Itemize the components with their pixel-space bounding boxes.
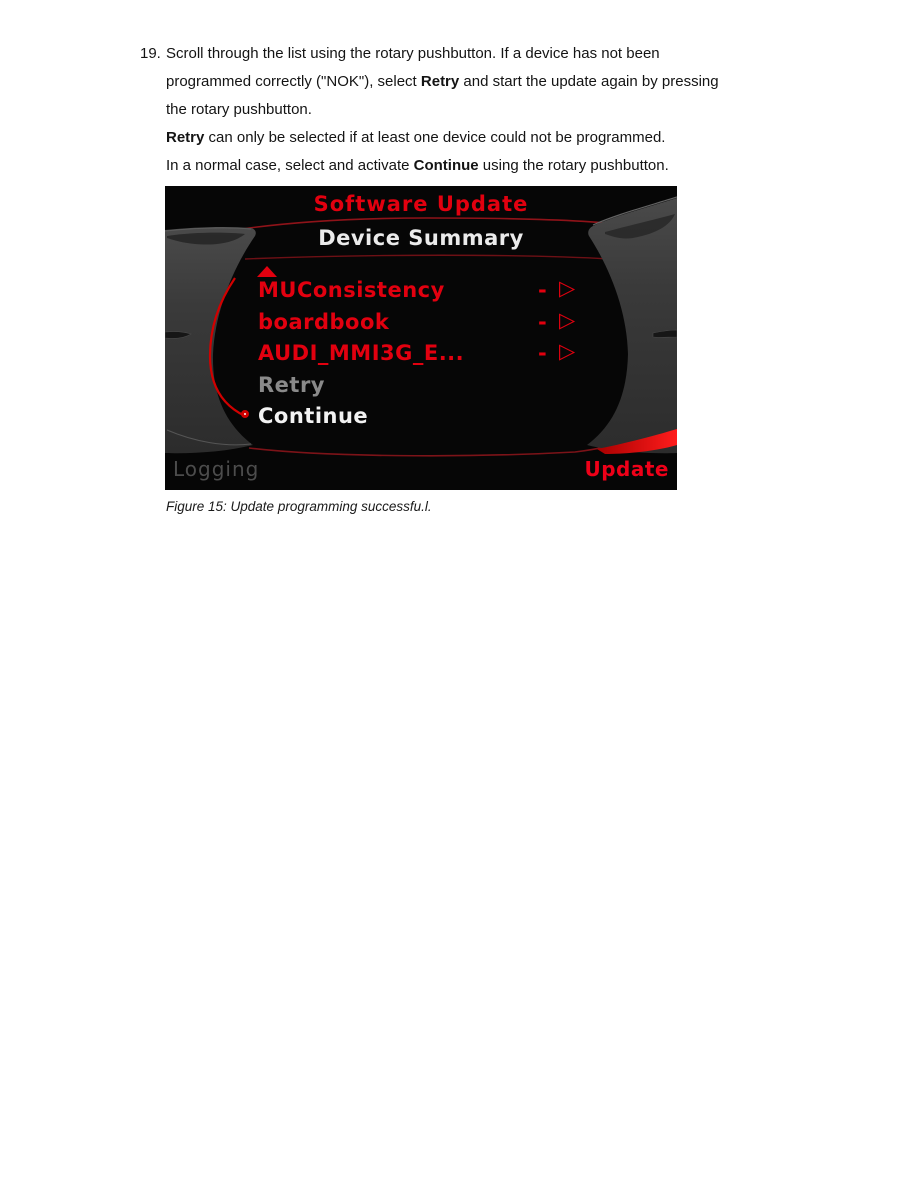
instruction-line: In a normal case, select and activate Continue using the rotary pushbutton.	[166, 157, 669, 174]
header-divider-line	[245, 255, 610, 259]
device-status: -	[538, 341, 548, 365]
scroll-up-icon	[257, 266, 277, 277]
device-status: -	[538, 278, 548, 302]
instruction-line: programmed correctly ("NOK"), select Retry and start the update again by pressing	[166, 73, 719, 90]
figure-caption: Figure 15: Update programming successfu.l.	[166, 499, 432, 514]
instruction-line: the rotary pushbutton.	[166, 101, 312, 118]
instruction-line: 19. Scroll through the list using the rotary pushbutton. If a device has not been	[140, 40, 800, 68]
device-name: AUDI_MMI3G_E...	[258, 341, 465, 365]
instruction-text	[140, 40, 800, 180]
softkey-update: Update	[584, 457, 669, 481]
right-arrow-icon: ▷	[559, 339, 576, 363]
mmi-screen-title: Software Update	[313, 192, 529, 216]
instruction-line: Retry can only be selected if at least one device could not be programmed.	[166, 129, 666, 146]
menu-item-retry	[258, 373, 588, 399]
right-arrow-icon: ▷	[559, 276, 576, 300]
device-name: boardbook	[258, 310, 390, 334]
device-row-audi-mmi3g	[258, 341, 588, 367]
menu-item-label: Retry	[258, 373, 325, 397]
menu-item-label: Continue	[258, 404, 369, 428]
device-row-muconsistency	[258, 278, 588, 304]
device-row-boardbook	[258, 310, 588, 336]
mmi-screenshot-figure	[165, 186, 677, 490]
instruction-step-19	[140, 40, 800, 180]
softkey-logging: Logging	[173, 457, 260, 481]
mmi-panel-header: Device Summary	[318, 226, 524, 250]
menu-item-continue	[258, 404, 588, 430]
list-number: 19.	[140, 45, 161, 62]
screen-outline-bottom	[249, 438, 635, 456]
selection-bullet-icon	[241, 410, 249, 418]
device-status: -	[538, 310, 548, 334]
right-arrow-icon: ▷	[559, 308, 576, 332]
device-name: MUConsistency	[258, 278, 445, 302]
